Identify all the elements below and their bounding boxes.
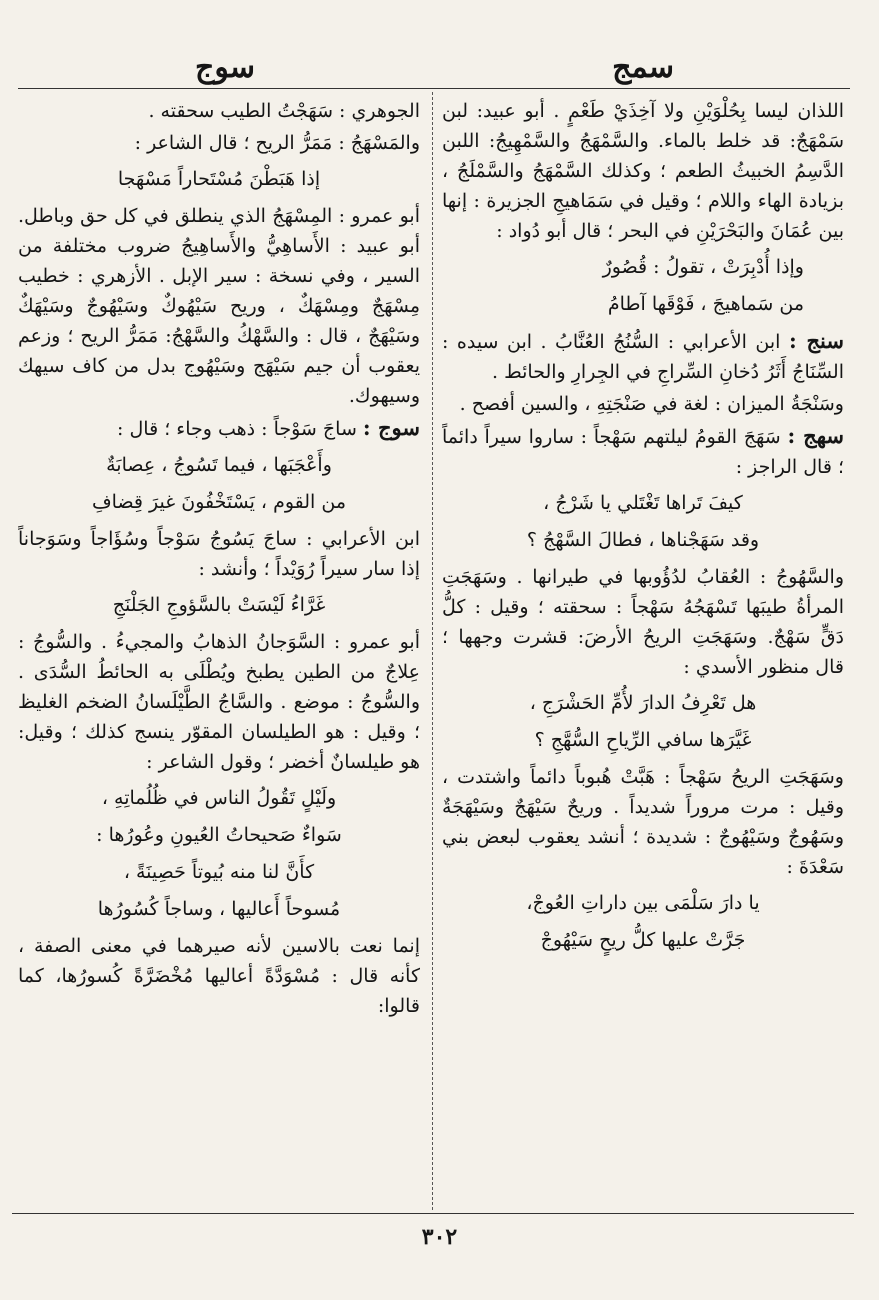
entry-paragraph: أبو عمرو : المِسْهَجُ الذي ينطلق في كل حق وباطل. أبو عبيد : الأَساهِيُّ والأَساهِيجُ ضروب مختلفة من السير ، وفي نسخة : سير الإبل . الأزهري : خطيب مِسْهَجٌ ومِسْهَكٌ ، وريح سَيْهُوكٌ وسَيْهُوجٌ وسَيْهَكٌ وسَيْهَجٌ ، قال : والسَّهْكُ والسَّهْجُ: مَمَرُّ الريح ؛ وزعم يعقوب أن جيم سَيْهَج وسَيْهُوج بدل من كاف سيهك وسيهوك. <box>18 205 420 407</box>
verse-line: وإذا أُدْبِرَتْ ، تقولُ : قُصُورٌ <box>602 256 804 278</box>
left-column <box>18 96 420 1206</box>
headword-sanaja: سنج : <box>788 328 844 353</box>
entry-paragraph: اللذان ليسا بِحُلْوَيْنِ ولا آخِذَيْ طَعْمٍ . أبو عبيد: لبن سَمْهَجٌ: قد خلط بالماء. والسَّمْهَجُ والسَّمْهِيجُ: اللبن الدَّسِمُ الخبيثُ الطعم ؛ وكذلك السَّمْهَجُ والسَّمْلَجُ ، بزيادة الهاء واللام ؛ وقيل في سَمَاهيجِ الجزيرة : إنها بين عُمَانَ والبَحْرَيْنِ في البحر ؛ قال أبو دُواد : <box>442 100 844 242</box>
verse-line: ولَيْلٍ تَقُولُ الناس في ظُلُماتِهِ ، <box>101 787 337 809</box>
entry-paragraph: وسَهَجَتِ الريحُ سَهْجاً : هَبَّتْ هُبوباً دائماً واشتدت ، وقيل : مرت مروراً شديداً . وريحٌ سَيْهَجٌ وسَيْهَجَةٌ وسَهُوجٌ وسَيْهُوجٌ : شديدة ؛ أنشد يعقوب لبعض بني سَعْدَةَ : <box>442 766 844 878</box>
entry-paragraph: الجوهري : سَهَجْتُ الطيب سحقته . <box>148 100 420 122</box>
header-rule <box>18 88 850 89</box>
verse-line: هل تَعْرِفُ الدارَ لأُمِّ الحَشْرَجِ ، <box>529 692 757 714</box>
entry-text: ساجَ سَوْجاً : ذهب وجاء ؛ قال : <box>117 418 357 440</box>
entry-paragraph: أبو عمرو : السَّوَجانُ الذهابُ والمجيءُ . والسُّوجُ : عِلاجٌ من الطين يطبخ ويُطْلَى به الحائطُ السُّدَى . والسُّوجُ : موضع . والسَّاجُ الطَّيْلَسانُ الضخم الغليظ ؛ وقيل : هو الطيلسان المقوّر ينسج كذلك ؛ وقيل: هو طيلسانٌ أخضر ؛ وقول الشاعر : <box>18 631 420 773</box>
entry-paragraph: والمَسْهَجُ : مَمَرُّ الريح ؛ قال الشاعر : <box>134 132 420 154</box>
running-header-left: سوج <box>195 50 255 85</box>
entry-paragraph <box>442 326 844 387</box>
entry-text: سَهَجَ القومُ ليلتهم سَهْجاً : ساروا سيراً دائماً ؛ قال الراجز : <box>442 426 844 478</box>
page-number: ٣٠٢ <box>421 1224 458 1250</box>
verse-line: يا دارَ سَلْمَى بين داراتِ العُوجْ، <box>526 892 760 914</box>
verse-line: كأَنَّ لنا منه بُيوتاً حَصِينَةً ، <box>123 861 315 883</box>
headword-sahaja: سهج : <box>787 423 844 448</box>
entry-paragraph: والسَّهُوجُ : العُقابُ لدُؤُوبها في طيرانها . وسَهَجَتِ المرأةُ طيبَها تَسْهَجُهُ سَهْجاً : سحقته ؛ وقيل : كلُّ دَقٍّ سَهْجٌ. وسَهَجَتِ الريحُ الأرضَ: قشرت وجهها ؛ قال منظور الأسدي : <box>442 566 844 678</box>
running-header-right: سمج <box>612 50 674 85</box>
verse-line: سَواءٌ صَحيحاتُ العُيونِ وعُورُها : <box>96 824 342 846</box>
entry-paragraph <box>442 421 844 482</box>
verse-line: من القوم ، يَسْتَخْفُونَ غيرَ قِضافِ <box>91 491 347 513</box>
verse-line: وقد سَهَجْناها ، فطالَ السَّهْجُ ؟ <box>526 529 760 551</box>
verse-line: غَرَّاءُ لَيْسَتْ بالسَّؤوجِ الجَلْنَجِ <box>112 594 326 616</box>
footer-rule <box>12 1213 854 1214</box>
entry-paragraph: ابن الأعرابي : ساجَ يَسُوجُ سَوْجاً وسُؤَاجاً وسَوَجاناً إذا سار سيراً رُوَيْداً ؛ وأنشد : <box>18 528 420 580</box>
verse-line: إذا هَبَطْنَ مُسْتَحاراً مَسْهَجا <box>117 168 321 190</box>
entry-text: ابن الأعرابي : السُّنُجُ العُنَّابُ . ابن سيده : السِّنَاجُ أَثَرُ دُخانِ السِّراجِ في الجِرارِ والحائط . <box>442 331 844 383</box>
verse-line: من سَماهيجَ ، فَوْقَها آطامُ <box>607 293 804 315</box>
column-divider <box>432 92 433 1210</box>
verse-line: غَيَّرَها سافي الرِّياحِ السُّهَّجِ ؟ <box>534 729 752 751</box>
entry-paragraph: وسَنْجَةُ الميزان : لغة في صَنْجَتِهِ ، والسين أفصح . <box>459 393 844 415</box>
entry-paragraph <box>18 413 420 444</box>
right-column <box>442 96 844 1206</box>
headword-sawaja: سوج : <box>362 415 420 440</box>
entry-paragraph: إنما نعت بالاسين لأنه صيرهما في معنى الصفة ، كأنه قال : مُسْوَدَّةً أعاليها مُخْضَرَّةً كُسورُها، كما قالوا: <box>18 935 420 1017</box>
verse-line: جَرَّتْ عليها كلُّ ريحٍ سَيْهُوجْ <box>540 929 746 951</box>
verse-line: مُسوحاً أَعاليها ، وساجاً كُسُورُها <box>97 898 341 920</box>
verse-line: وأَعْجَبَها ، فيما تَسُوجُ ، عِصابَةٌ <box>106 454 332 476</box>
verse-line: كيفَ تَراها تَغْتَلي يا شَرْجُ ، <box>543 492 743 514</box>
